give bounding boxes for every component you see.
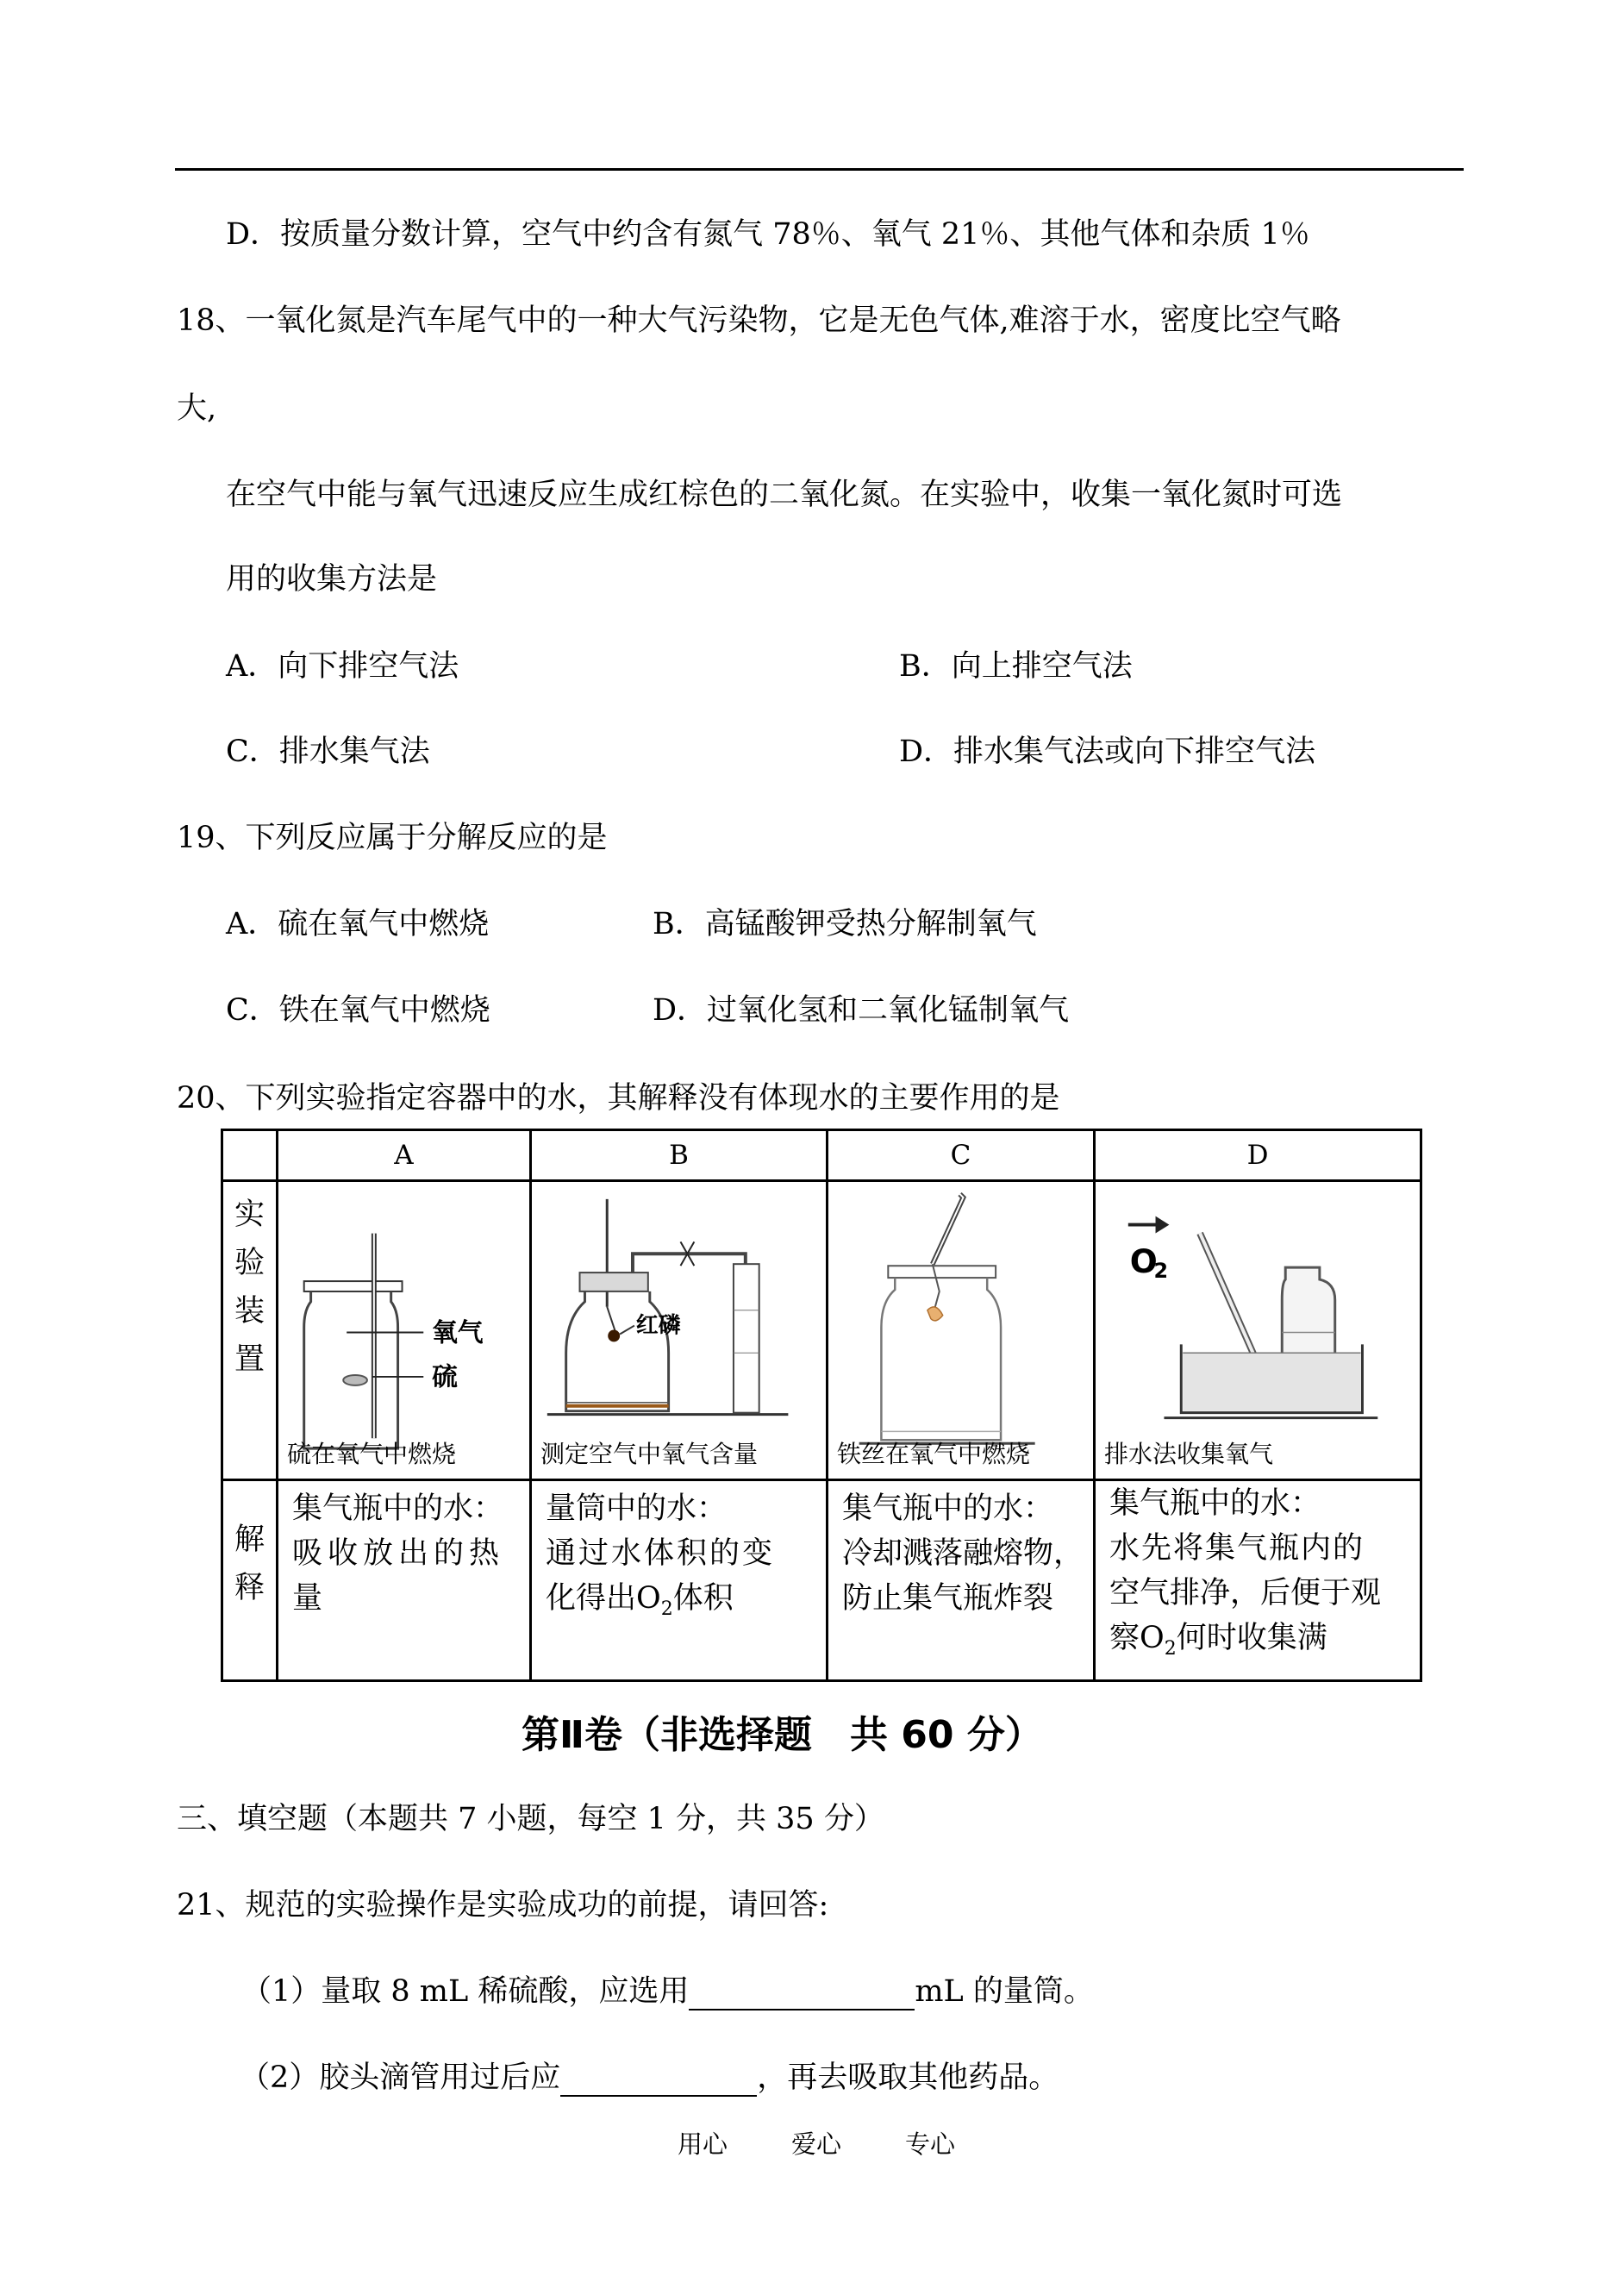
explanation-b: 量筒中的水： 通过水体积的变 化得出$O_2$体积 (531, 1480, 828, 1681)
footer-word-2: 爱心 (791, 2129, 842, 2159)
q18-option-d: D．排水集气法或向下排空气法 (899, 735, 1316, 769)
explanation-d: 集气瓶中的水： 水先将集气瓶内的 空气排净，后便于观 察$O_2$何时收集满 (1095, 1480, 1421, 1681)
explanation-a: 集气瓶中的水： 吸收放出的热 量 (278, 1480, 531, 1681)
column-header-d: D (1095, 1130, 1421, 1181)
answer-blank-2[interactable] (560, 2064, 757, 2097)
caption-c: 铁丝在氧气中燃烧 (837, 1440, 1031, 1468)
q18-stem-line1: 18、一氧化氮是汽车尾气中的一种大气污染物，它是无色气体,难溶于水，密度比空气略 (177, 303, 1341, 338)
table-apparatus-row (222, 1181, 1421, 1480)
q21-sub1: （1）量取 8 mL 稀硫酸，应选用 mL 的量筒。 (241, 1974, 1094, 2009)
column-header-a: A (278, 1130, 531, 1181)
part2-title: 第Ⅱ卷（非选择题 共 60 分） (522, 1713, 1043, 1757)
label-oxygen: 氧气 (432, 1317, 484, 1348)
caption-b: 测定空气中氧气含量 (540, 1440, 759, 1468)
q21-sub2: （2）胶头滴管用过后应 ，再去吸取其他药品。 (240, 2060, 1059, 2095)
table-explanation-row (222, 1480, 1421, 1681)
column-header-b: B (531, 1130, 828, 1181)
caption-a: 硫在氧气中燃烧 (287, 1440, 457, 1468)
apparatus-cell-c (828, 1181, 1095, 1480)
footer-word-1: 用心 (678, 2129, 728, 2159)
q19-option-a: A．硫在氧气中燃烧 (226, 907, 490, 941)
q19-option-c: C．铁在氧气中燃烧 (226, 993, 490, 1028)
label-sulfur: 硫 (432, 1361, 458, 1392)
q17-option-d: D．按质量分数计算，空气中约含有氮气 78％、氧气 21％、其他气体和杂质 1％ (226, 217, 1310, 252)
q18-stem-line2: 大, (177, 391, 217, 426)
header-rule (175, 168, 1464, 171)
water-displacement-figure (1096, 1182, 1420, 1479)
answer-blank-1[interactable] (689, 1978, 915, 2010)
q18-option-c: C．排水集气法 (226, 735, 430, 769)
q19-stem: 19、下列反应属于分解反应的是 (177, 821, 608, 855)
q18-option-a: A．向下排空气法 (226, 649, 459, 684)
apparatus-cell-d (1095, 1181, 1421, 1480)
table-corner-cell (222, 1130, 278, 1181)
row-label-apparatus: 实 验 装 置 (222, 1181, 278, 1480)
row-label-explanation: 解 释 (222, 1480, 278, 1681)
footer-word-3: 专心 (905, 2129, 956, 2159)
iron-wire-figure (828, 1182, 1093, 1479)
q20-experiment-table (221, 1129, 1422, 1682)
q20-stem: 20、下列实验指定容器中的水，其解释没有体现水的主要作用的是 (177, 1081, 1060, 1116)
label-o2-subscript: 2 (1153, 1259, 1169, 1284)
caption-d: 排水法收集氧气 (1104, 1440, 1274, 1468)
sulfur-burning-figure (278, 1182, 529, 1479)
q21-stem: 21、规范的实验操作是实验成功的前提，请回答: (177, 1888, 829, 1923)
q18-stem-line3: 在空气中能与氧气迅速反应生成红棕色的二氧化氮。在实验中，收集一氧化氮时可选 (226, 478, 1343, 512)
section3-heading: 三、填空题（本题共 7 小题，每空 1 分，共 35 分） (177, 1802, 884, 1836)
q18-option-b: B．向上排空气法 (899, 649, 1133, 684)
q18-stem-line4: 用的收集方法是 (226, 562, 438, 597)
oxygen-content-figure (532, 1182, 826, 1479)
label-o2: O (1129, 1242, 1158, 1281)
apparatus-cell-b (531, 1181, 828, 1480)
apparatus-cell-a (278, 1181, 531, 1480)
label-red-phosphorus: 红磷 (635, 1312, 681, 1339)
column-header-c: C (828, 1130, 1095, 1181)
explanation-c: 集气瓶中的水： 冷却溅落融熔物， 防止集气瓶炸裂 (828, 1480, 1095, 1681)
table-header-row (222, 1130, 1421, 1181)
q19-option-d: D．过氧化氢和二氧化锰制氧气 (653, 993, 1070, 1028)
q19-option-b: B．高锰酸钾受热分解制氧气 (653, 907, 1037, 941)
